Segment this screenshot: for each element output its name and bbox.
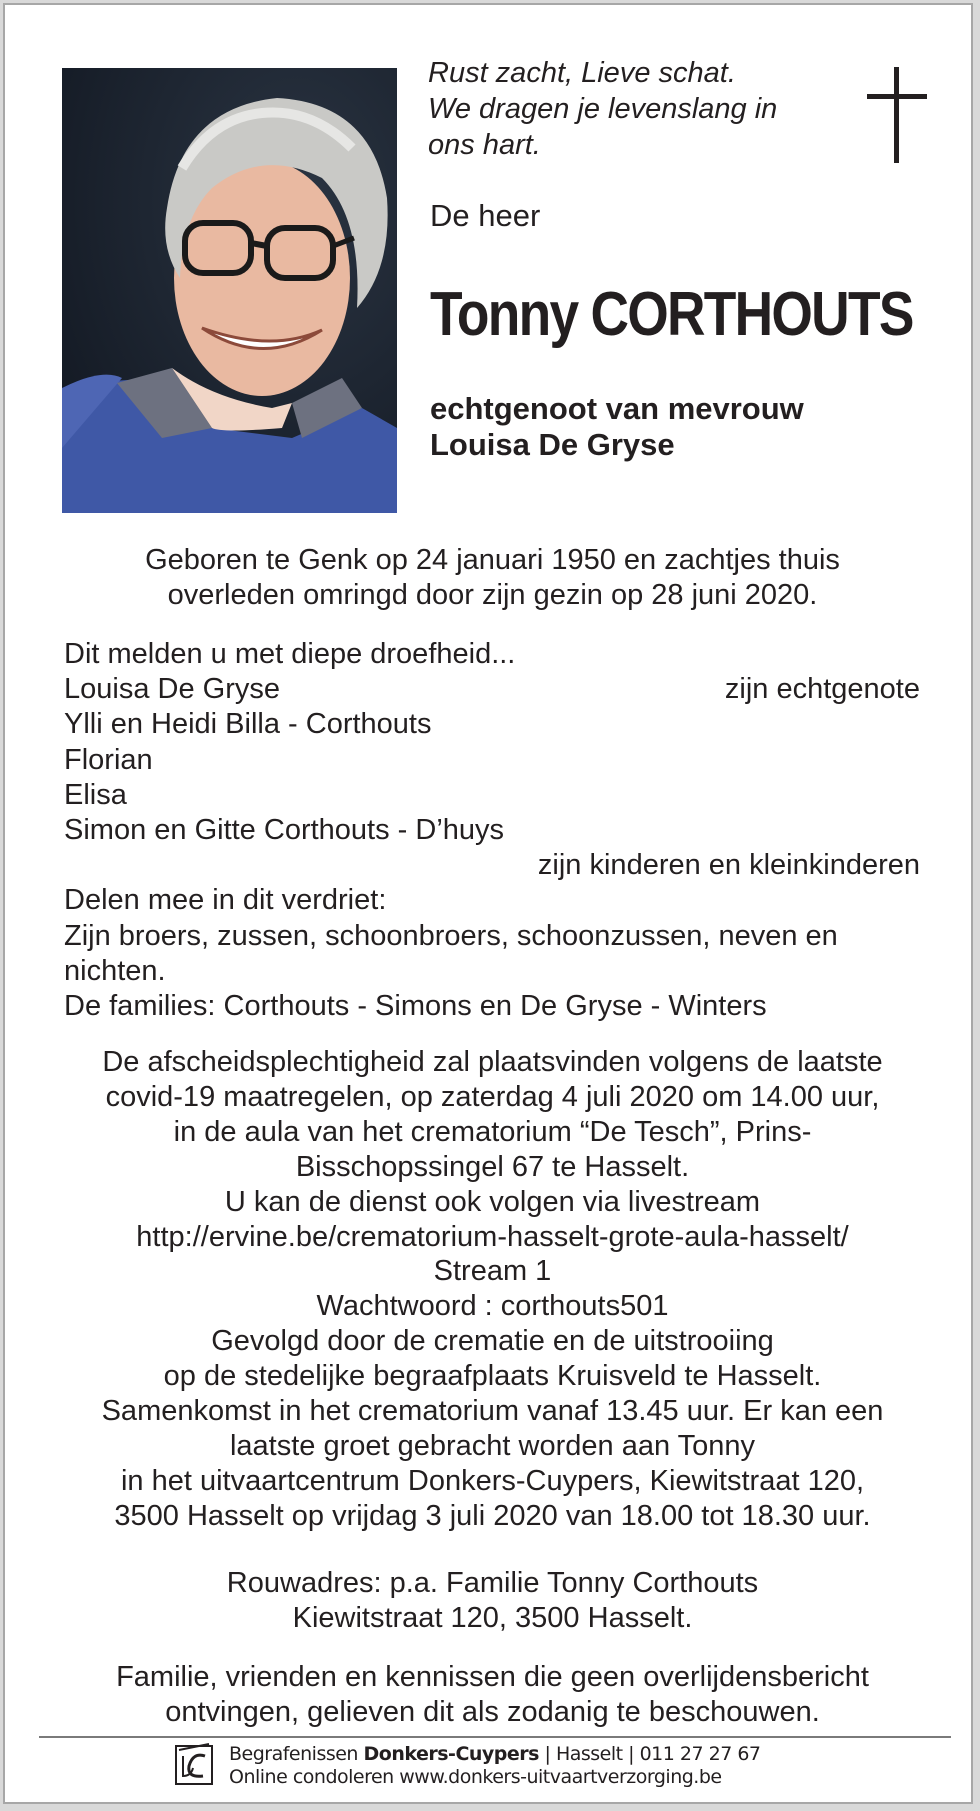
deceased-name: Tonny CORTHOUTS <box>430 280 913 349</box>
spouse-line: Louisa De Gryse <box>430 427 675 462</box>
address-line: Kiewitstraat 120, 3500 Hasselt. <box>292 1602 693 1634</box>
ceremony-details <box>45 1045 940 1534</box>
ceremony-line: De afscheidsplechtigheid zal plaatsvinden volgens de laatste <box>102 1046 883 1078</box>
motto-line: ons hart. <box>428 129 541 161</box>
spouse-line: echtgenoot van mevrouw <box>430 391 804 426</box>
ceremony-line: Gevolgd door de crematie en de uitstrooiing <box>211 1325 774 1358</box>
notice-line: ontvingen, gelieven dit als zodanig te beschouwen. <box>165 1696 820 1728</box>
honorific: De heer <box>430 198 541 233</box>
relatives-line: nichten. <box>64 954 166 987</box>
portrait-photo <box>62 68 397 513</box>
ceremony-line: Stream 1 <box>433 1255 552 1288</box>
ceremony-line: Samenkomst in het crematorium vanaf 13.45 uur. Er kan een <box>101 1395 884 1428</box>
notice-line: Familie, vrienden en kennissen die geen overlijdensbericht <box>116 1661 869 1693</box>
child-item: Elisa <box>64 778 127 811</box>
child-item: Florian <box>64 743 153 776</box>
footer-contact: | Hasselt | 011 27 27 67 <box>544 1743 761 1765</box>
footer-line-2: Online condoleren www.donkers-uitvaartverzorging.be <box>229 1766 722 1788</box>
spouse-name: Louisa De Gryse <box>64 673 280 706</box>
share-intro: Delen mee in dit verdriet: <box>64 884 387 917</box>
family-intro: Dit melden u met diepe droefheid... <box>64 638 516 670</box>
family-list <box>64 637 920 1024</box>
child-item: Simon en Gitte Corthouts - D’huys <box>64 814 505 847</box>
mourning-address <box>45 1566 940 1636</box>
funeral-home-logo-icon <box>175 1742 215 1786</box>
spouse-info <box>430 391 804 463</box>
address-line: Rouwadres: p.a. Familie Tonny Corthouts <box>226 1567 759 1599</box>
livestream-url: http://ervine.be/crematorium-hasselt-grote-aula-hasselt/ <box>136 1220 849 1253</box>
notice-text <box>45 1660 940 1730</box>
ceremony-line: in de aula van het crematorium “De Tesch”, Prins- <box>173 1115 812 1148</box>
children-role: zijn kinderen en kleinkinderen <box>537 849 920 882</box>
motto-quote <box>428 55 828 163</box>
footer-line-1 <box>229 1743 761 1766</box>
funeral-home-info <box>229 1743 761 1789</box>
families-line: De families: Corthouts - Simons en De Gryse - Winters <box>64 990 767 1023</box>
ceremony-line: covid-19 maatregelen, op zaterdag 4 juli 2020 om 14.00 uur, <box>105 1080 880 1113</box>
spouse-role: zijn echtgenote <box>724 673 920 706</box>
motto-line: Rust zacht, Lieve schat. <box>428 57 736 89</box>
ceremony-line: Wachtwoord : corthouts501 <box>316 1290 669 1323</box>
relatives-line: Zijn broers, zussen, schoonbroers, schoonzussen, neven en <box>64 919 838 952</box>
footer-divider <box>39 1736 951 1738</box>
cross-icon <box>867 67 927 163</box>
ceremony-line: laatste groet gebracht worden aan Tonny <box>229 1429 756 1462</box>
motto-line: We dragen je levenslang in <box>428 93 778 125</box>
ceremony-line: 3500 Hasselt op vrijdag 3 juli 2020 van 18.00 tot 18.30 uur. <box>114 1499 871 1532</box>
spouse-row <box>64 672 920 707</box>
child-item: Ylli en Heidi Billa - Corthouts <box>64 708 432 741</box>
ceremony-line: Bisschopssingel 67 te Hasselt. <box>295 1150 690 1183</box>
birth-line: Geboren te Genk op 24 januari 1950 en zachtjes thuis <box>145 544 840 576</box>
birth-death-statement <box>45 543 940 613</box>
footer-prefix: Begrafenissen <box>229 1743 358 1765</box>
obituary-card <box>3 3 973 1804</box>
ceremony-line: in het uitvaartcentrum Donkers-Cuypers, Kiewitstraat 120, <box>120 1464 865 1497</box>
ceremony-line: U kan de dienst ook volgen via livestream <box>224 1185 761 1218</box>
funeral-home-name: Donkers-Cuypers <box>363 1743 539 1765</box>
ceremony-line: op de stedelijke begraafplaats Kruisveld te Hasselt. <box>163 1360 822 1393</box>
birth-line: overleden omringd door zijn gezin op 28 juni 2020. <box>167 579 818 611</box>
